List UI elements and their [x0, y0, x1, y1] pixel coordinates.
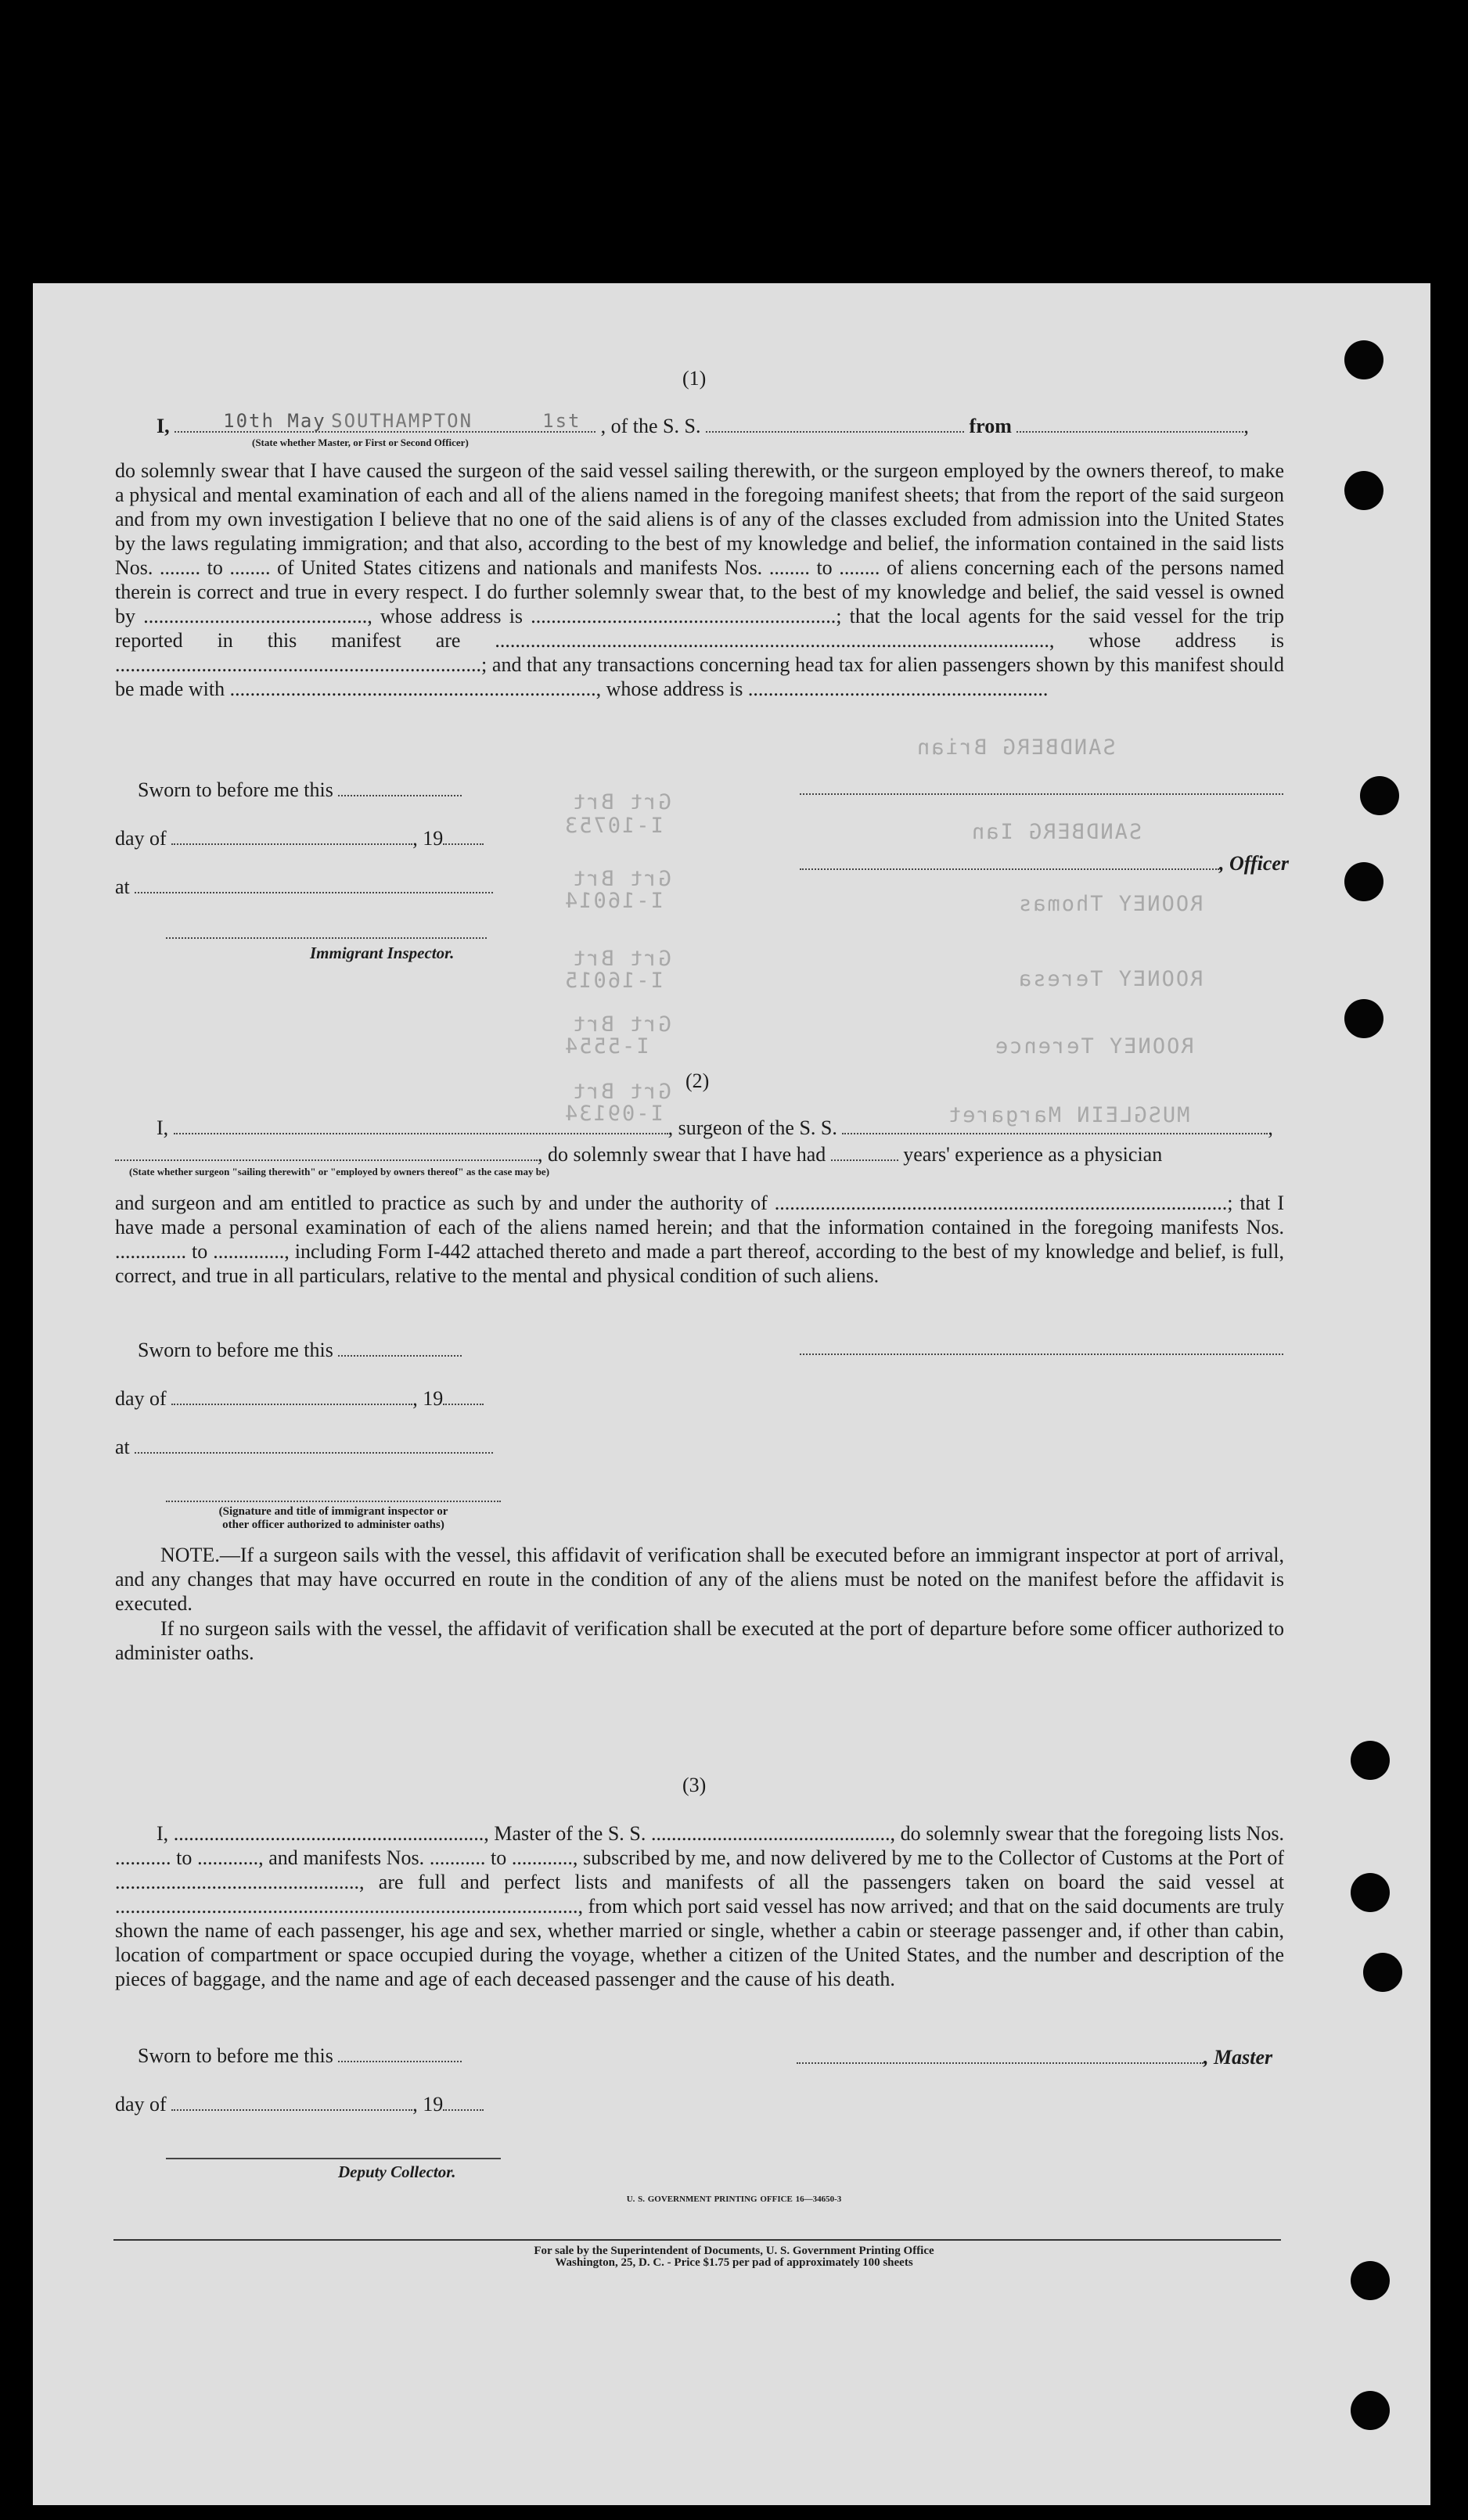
bleed-name-1: SANDBERG Brian [916, 735, 1116, 760]
sec2-affidavit-text: and surgeon and am entitled to practice as such by and under the authority of .........................................................................................; that I have made a personal examination of each of the aliens named herein; and that the information contained in the foregoing manifests Nos. .............. to .............., including Form I-442 attached thereto and made a part thereof, according to the best of my knowledge and belief, is full, correct, and true in all particulars, relative to the mental and physical condition of such aliens. [115, 1192, 1284, 1287]
sec2-ship-name-field[interactable] [842, 1117, 1268, 1134]
sec1-officer-line [800, 851, 1289, 875]
sec3-year-field[interactable] [443, 2094, 484, 2111]
sec2-day-of-text: day of [115, 1387, 167, 1410]
punch-hole [1351, 1873, 1390, 1912]
sec1-from-label: from [969, 415, 1012, 437]
bleed-num-2: I-16014 [563, 889, 664, 913]
sec3-sworn-field[interactable] [338, 2045, 462, 2062]
sec2-surgeon-name-field[interactable] [174, 1117, 668, 1134]
bleed-class-5: Grt Brt [571, 1080, 671, 1104]
sec3-master-line [797, 2045, 1272, 2069]
punch-hole [1344, 340, 1383, 379]
sec2-years-text: years' experience as a physician [903, 1143, 1163, 1166]
sec1-affidavit-text: do solemnly swear that I have caused the surgeon of the said vessel sailing therewith, or the surgeon employed by the owners thereof, to make a physical and mental examination of each and all of the aliens named in the foregoing manifest sheets; that from the report of the said surgeon and from my own investigation I believe that no one of the said aliens is of any of the classes excluded from admission into the United States by the laws regulating immigration; and that also, according to the best of my knowledge and belief, the information contained in the said lists Nos. ........ to ........ of United States citizens and nationals and manifests Nos. ........ to ........ of aliens concerning each of the persons named therein is correct and true in every respect. I do further solemnly swear that, to the best of my knowledge and belief, the said vessel is owned by ............................................, whose address is ............................................................; that the local agents for the said vessel for the trip reported in this manifest are ............................................................................................................., whose address is ........................................................................; and that any transactions concerning head tax for alien passengers shown by this manifest should be made with ........................................................................, whose address is ........................................................... [115, 459, 1284, 700]
sec1-inspector-signature-line[interactable] [166, 937, 487, 939]
sec3-year-text: , 19 [412, 2093, 444, 2116]
typed-port: SOUTHAMPTON [331, 410, 473, 432]
sec2-at-line [115, 1435, 493, 1459]
bleed-num-1: I-10753 [563, 814, 664, 838]
sec2-sworn-text: Sworn to before me this [138, 1339, 333, 1361]
bleed-num-4: I-5554 [563, 1034, 649, 1059]
footer-sale-line-1: For sale by the Superintendent of Documents, U. S. Government Printing Office [534, 2245, 934, 2257]
sec1-officer-field[interactable] [175, 410, 595, 433]
section-1-number: (1) [682, 367, 707, 390]
sec3-sworn-text: Sworn to before me this [138, 2044, 333, 2067]
bleed-num-5: I-09134 [563, 1102, 664, 1126]
footer-sale-text [0, 2245, 1468, 2269]
sec2-surgeon-of-ss: , surgeon of the S. S. [667, 1116, 837, 1139]
sec2-line-end-comma: , [1268, 1116, 1273, 1139]
sec2-sworn-line [138, 1338, 462, 1362]
sec2-day-field[interactable] [171, 1388, 412, 1405]
sec1-officer-name-field[interactable] [800, 853, 1219, 870]
sec2-year-text: , 19 [412, 1387, 444, 1410]
sec2-swear-text: , do solemnly swear that I have had [538, 1143, 826, 1166]
sec1-day-field[interactable] [171, 828, 412, 845]
sec1-sworn-field[interactable] [338, 779, 462, 796]
sec1-year-field[interactable] [443, 828, 484, 845]
sec1-of-the-ss: , of the S. S. [600, 415, 701, 437]
section-3-number: (3) [682, 1774, 707, 1796]
sec2-oath-line-2 [115, 1142, 1162, 1167]
sec2-signature-caption-line-2: other officer authorized to administer oaths) [222, 1519, 444, 1531]
punch-hole [1360, 776, 1399, 815]
sec2-oath-line-1 [157, 1116, 1273, 1140]
punch-hole [1351, 2391, 1390, 2430]
sec1-sworn-label [138, 778, 462, 802]
typed-officer-rank: 1st [542, 410, 581, 432]
bleed-class-2: Grt Brt [571, 867, 671, 891]
sec1-at-field[interactable] [135, 876, 493, 893]
sec1-master-caption: (State whether Master, or First or Second Officer) [252, 437, 469, 448]
footer-sale-line-2: Washington, 25, D. C. - Price $1.75 per pad of approximately 100 sheets [555, 2256, 913, 2269]
punch-hole [1344, 471, 1383, 510]
bleed-name-3: ROONEY Thomas [1017, 892, 1204, 916]
sec1-at-text: at [115, 875, 130, 898]
sec1-inspector-label: Immigrant Inspector. [310, 944, 455, 962]
sec2-year-field[interactable] [443, 1388, 484, 1405]
note-paragraph-1: NOTE.—If a surgeon sails with the vessel, this affidavit of verification shall be executed before an immigrant inspector at port of arrival, and any changes that may have occurred en route in the condition of any of the aliens must be noted on the manifest before the affidavit is executed. [115, 1544, 1284, 1615]
sec2-at-field[interactable] [135, 1436, 493, 1454]
bleed-num-3: I-16015 [563, 969, 664, 993]
sec3-deputy-label: Deputy Collector. [338, 2162, 456, 2181]
sec3-day-of-text: day of [115, 2093, 167, 2116]
sec2-inspector-signature-line[interactable] [166, 1501, 501, 1502]
footer-rule [113, 2239, 1281, 2241]
sec3-day-field[interactable] [171, 2094, 412, 2111]
sec2-at-text: at [115, 1436, 130, 1458]
sec1-day-of-text: day of [115, 827, 167, 850]
bleed-class-4: Grt Brt [571, 1012, 671, 1037]
sec3-master-label: , Master [1204, 2046, 1273, 2069]
punch-hole [1351, 1741, 1390, 1780]
sec1-sworn-text: Sworn to before me this [138, 778, 333, 801]
sec1-ship-name-field[interactable] [706, 415, 964, 433]
punch-hole [1344, 862, 1383, 901]
bleed-name-6: MUSGLEIN Margaret [947, 1103, 1190, 1127]
bleed-name-2: SANDBERG Ian [970, 820, 1142, 844]
bleed-class-1: Grt Brt [571, 790, 671, 814]
bleed-name-5: ROONEY Terence [994, 1034, 1194, 1059]
sec2-surgeon-caption: (State whether surgeon "sailing therewith" or "employed by owners thereof" as the case may be) [129, 1166, 550, 1177]
sec3-master-signature-field[interactable] [797, 2047, 1204, 2064]
bleed-name-4: ROONEY Teresa [1017, 967, 1204, 991]
sec1-from-port-field[interactable] [1016, 415, 1243, 433]
sec2-i-label: I, [157, 1116, 169, 1139]
bleed-class-3: Grt Brt [571, 947, 671, 971]
sec1-i-label: I, [157, 415, 170, 437]
sec1-year-text: , 19 [412, 827, 444, 850]
note-paragraph-2: If no surgeon sails with the vessel, the affidavit of verification shall be executed at the port of departure before some officer authorized to administer oaths. [115, 1617, 1284, 1664]
punch-hole [1344, 999, 1383, 1038]
sec2-sworn-field[interactable] [338, 1339, 462, 1357]
sec2-signature-caption-line-1: (Signature and title of immigrant inspector or [218, 1505, 448, 1518]
sec1-officer-label: , Officer [1219, 852, 1290, 875]
sec2-years-field[interactable] [831, 1144, 898, 1161]
sec1-line-end-comma: , [1243, 415, 1249, 437]
sec3-affidavit-text: I, ............................................................., Master of the S. S. ..............................................., do solemnly swear that the foregoing lists Nos. ........... to ............, and manifests Nos. ........... to ............, subscribed by me, and now delivered by me to the Collector of Customs at the Port of ................................................, are full and perfect lists and manifests of all the passengers taken on board the said vessel at ..........................................................................................., from which port said vessel has now arrived; and that on the said documents are truly shown the name of each passenger, his age and sex, whether married or single, whether a cabin or steerage passenger and, if other than cabin, location of compartment or space occupied during the voyage, whether a citizen of the United States, and the number and description of the pieces of baggage, and the name and age of each deceased passenger and the cause of his death. [115, 1822, 1284, 1990]
sec1-officer-signature-line[interactable] [800, 793, 1283, 795]
gpo-imprint: U. S. GOVERNMENT PRINTING OFFICE 16—34650-3 [626, 2195, 842, 2204]
sec3-sworn-line [138, 2044, 462, 2068]
section-2-number: (2) [685, 1069, 710, 1092]
sec3-deputy-signature-line[interactable] [166, 2158, 501, 2159]
sec2-signature-caption [166, 1505, 501, 1532]
punch-hole [1363, 1953, 1402, 1992]
sec2-surgeon-signature-line[interactable] [800, 1353, 1283, 1355]
sec1-day-of-line [115, 826, 484, 850]
sec3-day-of-line [115, 2092, 484, 2116]
handwritten-date: 10th May [223, 410, 326, 432]
sec1-oath-line [157, 410, 1249, 438]
sec1-at-line [115, 875, 493, 899]
sec2-day-of-line [115, 1386, 484, 1411]
sec2-surgeon-type-field[interactable] [115, 1144, 538, 1161]
